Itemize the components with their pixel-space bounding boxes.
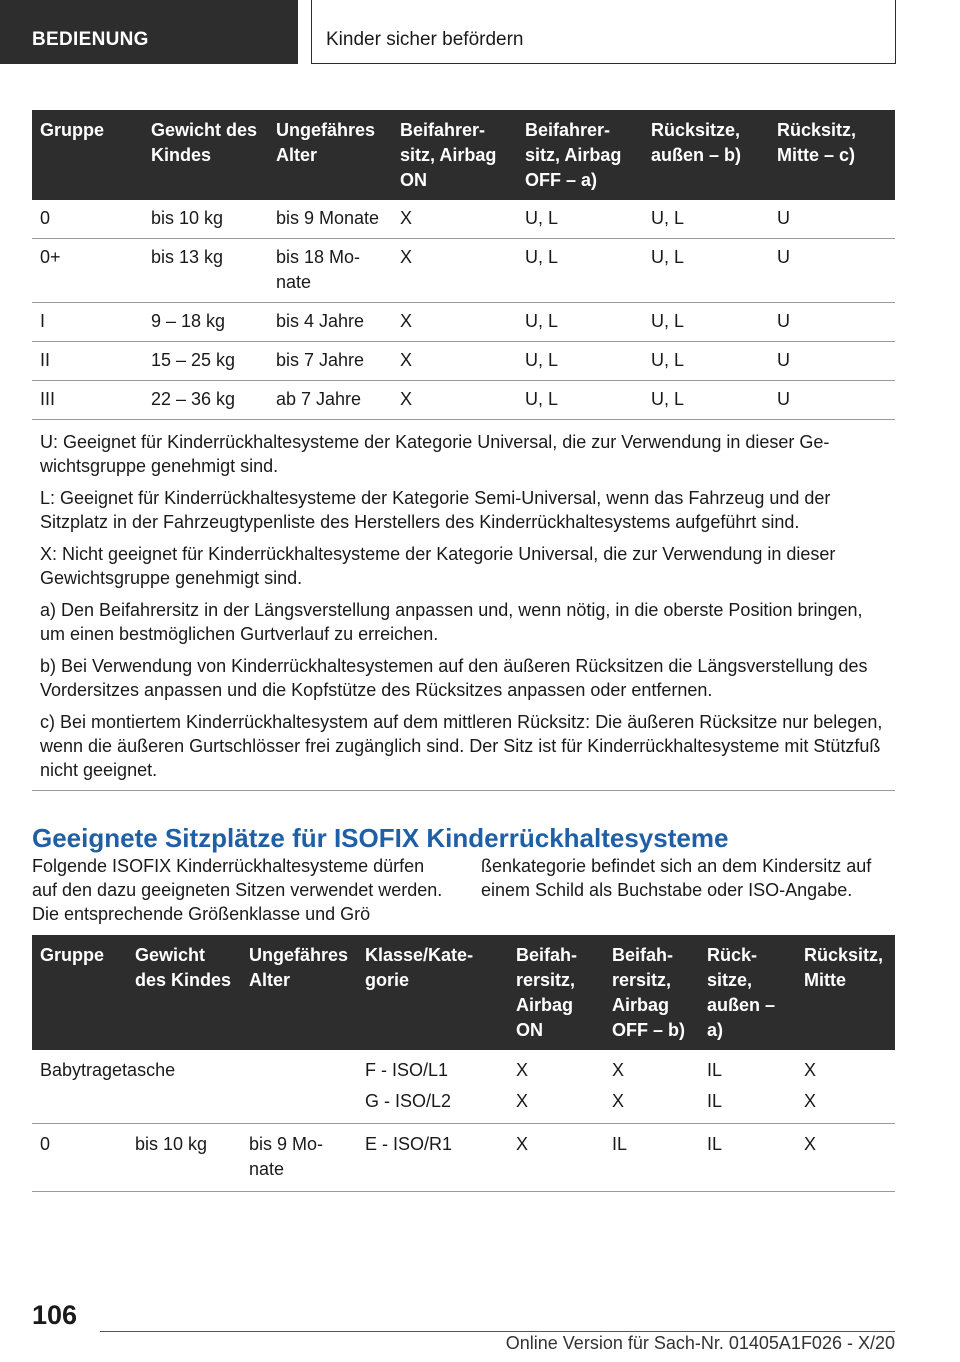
table-cell: X: [392, 200, 517, 239]
table-cell: U: [769, 200, 895, 239]
table-cell: IL: [604, 1124, 699, 1192]
table-cell: 22 – 36 kg: [143, 381, 268, 420]
col-header-front-airbag-off: Beifahrersitz, Airbag OFF – a): [517, 110, 643, 200]
table-cell: [508, 1050, 604, 1124]
table-cell: Babytragetasche: [32, 1050, 357, 1124]
table-row: [32, 200, 895, 239]
table-cell: bis 18 Monate: [268, 239, 392, 303]
table-row: [32, 1050, 895, 1124]
cell-line: X: [516, 1060, 529, 1080]
col-header-weight: Gewicht des Kindes: [127, 935, 241, 1050]
table-cell: U, L: [643, 239, 769, 303]
col-header-age: Ungefähres Alter: [268, 110, 392, 200]
table-cell: U, L: [517, 342, 643, 381]
note-c: c) Bei montiertem Kinderrückhaltesystem auf dem mittleren Rücksitz: Die äußeren Rücksitze nur belegen, wenn die äußeren Gurtschlösser frei zugänglich sind. Der Sitz ist für Kinderrückhaltesysteme mit Stützfuß nicht geeignet.: [40, 712, 883, 780]
note-a: a) Den Beifahrersitz in der Längsverstellung anpassen und, wenn nötig, in die oberste Position bringen, um einen bestmöglichen Gurtverlauf zu erreichen.: [40, 600, 863, 644]
cell-line: G - ISO/L2: [365, 1091, 452, 1111]
note-b: b) Bei Verwendung von Kinderrückhaltesystemen auf den äußeren Rücksitzen die Längsverstellung des Vordersitzes anpassen und die Kopfstütze des Rücksitzes anpassen oder entfernen.: [40, 656, 868, 700]
table-row: [32, 303, 895, 342]
table-cell: X: [392, 342, 517, 381]
table-row: [32, 239, 895, 303]
note-not-suitable: X: Nicht geeignet für Kinderrückhaltesysteme der Kategorie Universal, die zur Verwendung in dieser Gewichtsgruppe genehmigt sind.: [40, 544, 836, 588]
table-cell: 15 – 25 kg: [143, 342, 268, 381]
col-header-rear-outer: Rücksitze, außen – b): [643, 110, 769, 200]
header-section-label: BEDIENUNG: [0, 0, 298, 64]
cell-line: IL: [707, 1060, 723, 1080]
cell-line: X: [804, 1091, 817, 1111]
online-version-note: Online Version für Sach-Nr. 01405A1F026 - X/20: [505, 1333, 895, 1353]
table-cell: X: [392, 239, 517, 303]
col-header-group: Gruppe: [32, 935, 127, 1050]
table-row: [32, 381, 895, 420]
table-cell: bis 9 Monate: [241, 1124, 357, 1192]
page-header: [0, 0, 960, 66]
table-cell: bis 10 kg: [143, 200, 268, 239]
intro-text-right: ßenkategorie befindet sich an dem Kindersitz auf einem Schild als Buchstabe oder ISO-Angabe.: [481, 856, 872, 900]
col-header-rear-middle: Rücksitz, Mitte – c): [769, 110, 895, 200]
col-header-group: Gruppe: [32, 110, 143, 200]
table-cell: 0: [32, 1124, 127, 1192]
col-header-front-airbag-on: Beifahrersitz, Airbag ON: [392, 110, 517, 200]
table-cell: [699, 1050, 796, 1124]
table-cell: X: [392, 303, 517, 342]
col-header-class: Klasse/Kategorie: [357, 935, 508, 1050]
table-cell: X: [796, 1124, 895, 1192]
table-cell: E - ISO/R1: [357, 1124, 508, 1192]
table-row: [32, 342, 895, 381]
isofix-suitability-table: [32, 935, 895, 1192]
table-cell: bis 4 Jahre: [268, 303, 392, 342]
group-suitability-table: [32, 110, 895, 791]
cell-line: F - ISO/L1: [365, 1060, 449, 1080]
table-cell: U: [769, 239, 895, 303]
col-header-weight: Gewicht des Kindes: [143, 110, 268, 200]
table-cell: bis 9 Monate: [268, 200, 392, 239]
table-cell: U, L: [517, 239, 643, 303]
table-cell: IL: [699, 1124, 796, 1192]
col-header-age: Ungefähres Alter: [241, 935, 357, 1050]
table-cell: X: [392, 381, 517, 420]
table-cell: III: [32, 381, 143, 420]
cell-line: X: [612, 1060, 625, 1080]
col-header-rear-middle: Rücksitz, Mitte: [796, 935, 895, 1050]
table-cell: bis 10 kg: [127, 1124, 241, 1192]
table-cell: 0+: [32, 239, 143, 303]
table-cell: 9 – 18 kg: [143, 303, 268, 342]
table-cell: U, L: [517, 381, 643, 420]
table-cell: 0: [32, 200, 143, 239]
table-cell: bis 13 kg: [143, 239, 268, 303]
cell-line: IL: [707, 1091, 723, 1111]
table-cell: U, L: [643, 303, 769, 342]
cell-line: X: [516, 1091, 529, 1111]
table-cell: U, L: [643, 381, 769, 420]
table-cell: [604, 1050, 699, 1124]
table-header-row: [32, 110, 895, 200]
table-cell: I: [32, 303, 143, 342]
table-cell: ab 7 Jahre: [268, 381, 392, 420]
table-cell: [357, 1050, 508, 1124]
table-header-row: [32, 935, 895, 1050]
col-header-rear-outer: Rücksitze, außen – a): [699, 935, 796, 1050]
table-cell: U, L: [517, 303, 643, 342]
table-cell: U, L: [643, 200, 769, 239]
cell-line: X: [612, 1091, 625, 1111]
table-cell: bis 7 Jahre: [268, 342, 392, 381]
note-semi-universal: L: Geeignet für Kinderrückhaltesysteme der Kategorie Semi-Universal, wenn das Fahrzeug und der Sitzplatz in der Fahrzeugtypenliste des Herstellers des Kinderrückhaltesystems aufgeführt sind.: [40, 488, 831, 532]
col-header-front-airbag-on: Beifahrersitz, Airbag ON: [508, 935, 604, 1050]
table-cell: U: [769, 303, 895, 342]
note-universal: U: Geeignet für Kinderrückhaltesysteme der Kategorie Universal, die zur Verwendung in dieser Gewichtsgruppe genehmigt sind.: [40, 432, 830, 476]
table-cell: U, L: [643, 342, 769, 381]
table-row: [32, 1124, 895, 1192]
intro-text-left: Folgende ISOFIX Kinderrückhaltesysteme dürfen auf den dazu geeigneten Sitzen verwendet werden. Die entsprechende Größenklasse und Grö: [32, 856, 443, 924]
table-notes: [32, 420, 895, 791]
cell-line: X: [804, 1060, 817, 1080]
table-cell: II: [32, 342, 143, 381]
col-header-front-airbag-off: Beifahrersitz, Airbag OFF – b): [604, 935, 699, 1050]
table-cell: U: [769, 381, 895, 420]
table-cell: [796, 1050, 895, 1124]
table-notes-row: [32, 420, 895, 791]
table-cell: U, L: [517, 200, 643, 239]
section-title: Geeignete Sitzplätze für ISOFIX Kinderrückhaltesysteme: [32, 823, 729, 853]
header-chapter-title: Kinder sicher befördern: [311, 0, 896, 64]
page-number: 106: [32, 1300, 78, 1330]
table-cell: X: [508, 1124, 604, 1192]
footer-divider: [100, 1331, 895, 1332]
table-cell: U: [769, 342, 895, 381]
